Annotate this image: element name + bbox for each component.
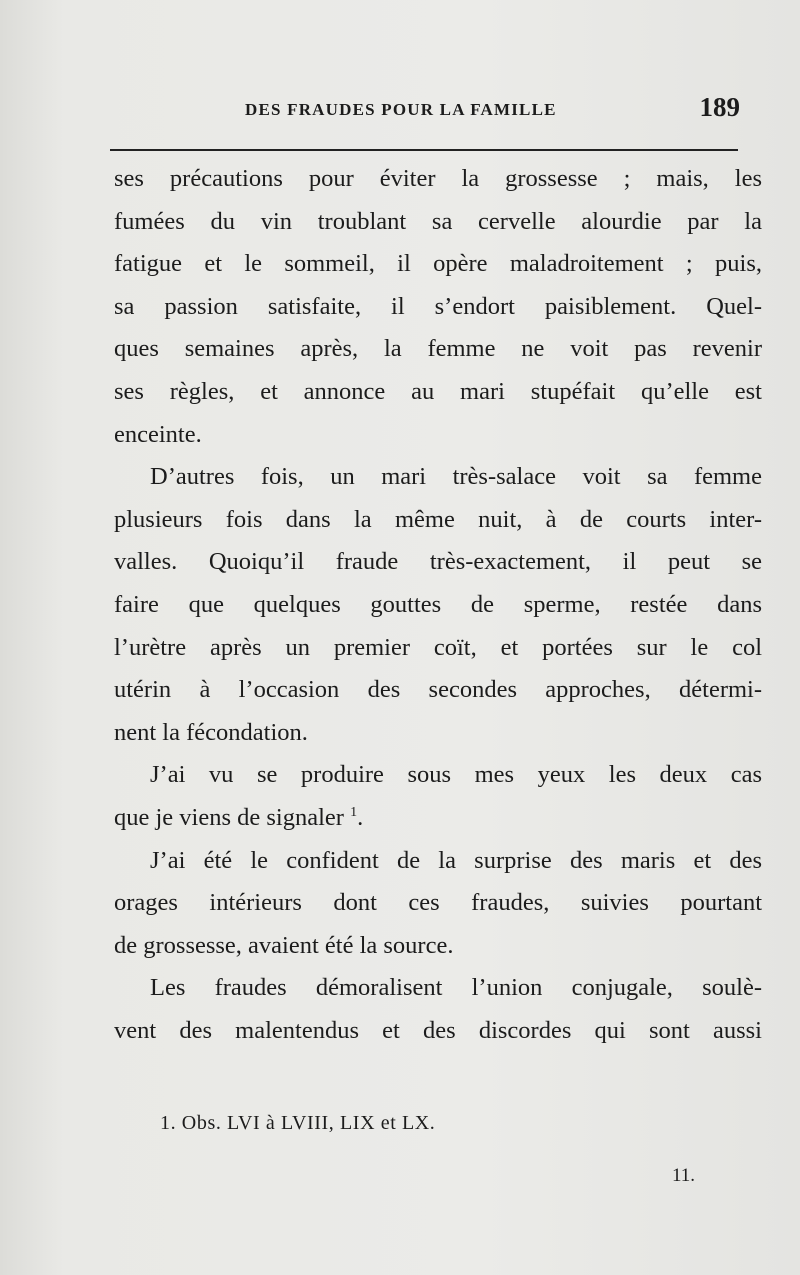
text-line: vent des malentendus et des discordes qui sont aussi	[114, 1016, 762, 1044]
text-line: sa passion satisfaite, il s’endort paisiblement. Quel-	[114, 292, 762, 320]
text-line: plusieurs fois dans la même nuit, à de courts inter-	[114, 505, 762, 533]
running-head	[110, 92, 740, 128]
text-line: ses précautions pour éviter la grossesse ; mais, les	[114, 165, 762, 192]
text-line: fumées du vin troublant sa cervelle alourdie par la	[114, 207, 762, 235]
text-line-content: que je viens de signaler	[114, 803, 344, 831]
text-line: orages intérieurs dont ces fraudes, suivies pourtant	[114, 889, 762, 917]
text-line: Les fraudes démoralisent l’union conjugale, soulè-	[150, 974, 762, 1002]
text-line: ses règles, et annonce au mari stupéfait qu’elle est	[114, 377, 762, 405]
text-line-with-footnote: que je viens de signaler $^1$.	[114, 803, 364, 831]
text-line: fatigue et le sommeil, il opère maladroitement ; puis,	[114, 250, 762, 278]
text-line: de grossesse, avaient été la source.	[114, 931, 454, 959]
text-line: l’urètre après un premier coït, et portées sur le col	[114, 633, 762, 661]
page-number: 189	[699, 92, 740, 122]
text-line: faire que quelques gouttes de sperme, restée dans	[114, 590, 762, 618]
text-line: nent la fécondation.	[114, 718, 308, 746]
footnote-reference: 1	[350, 804, 358, 820]
footnote: 1. Obs. LVI à LVIII, LIX et LX.	[160, 1112, 436, 1134]
text-line: utérin à l’occasion des secondes approches, détermi-	[114, 676, 762, 704]
text-line: valles. Quoiqu’il fraude très-exactement, il peut se	[114, 548, 762, 576]
running-title: DES FRAUDES POUR LA FAMILLE	[245, 100, 557, 119]
header-rule	[110, 149, 738, 151]
text-line: J’ai vu se produire sous mes yeux les deux cas	[150, 761, 762, 789]
text-line: ques semaines après, la femme ne voit pas revenir	[114, 335, 762, 363]
text-line: enceinte.	[114, 420, 202, 448]
signature-mark: 11.	[672, 1165, 696, 1186]
text-line: D’autres fois, un mari très-salace voit sa femme	[150, 463, 762, 491]
body-text	[114, 158, 762, 1052]
text-line: J’ai été le confident de la surprise des maris et des	[150, 846, 762, 874]
